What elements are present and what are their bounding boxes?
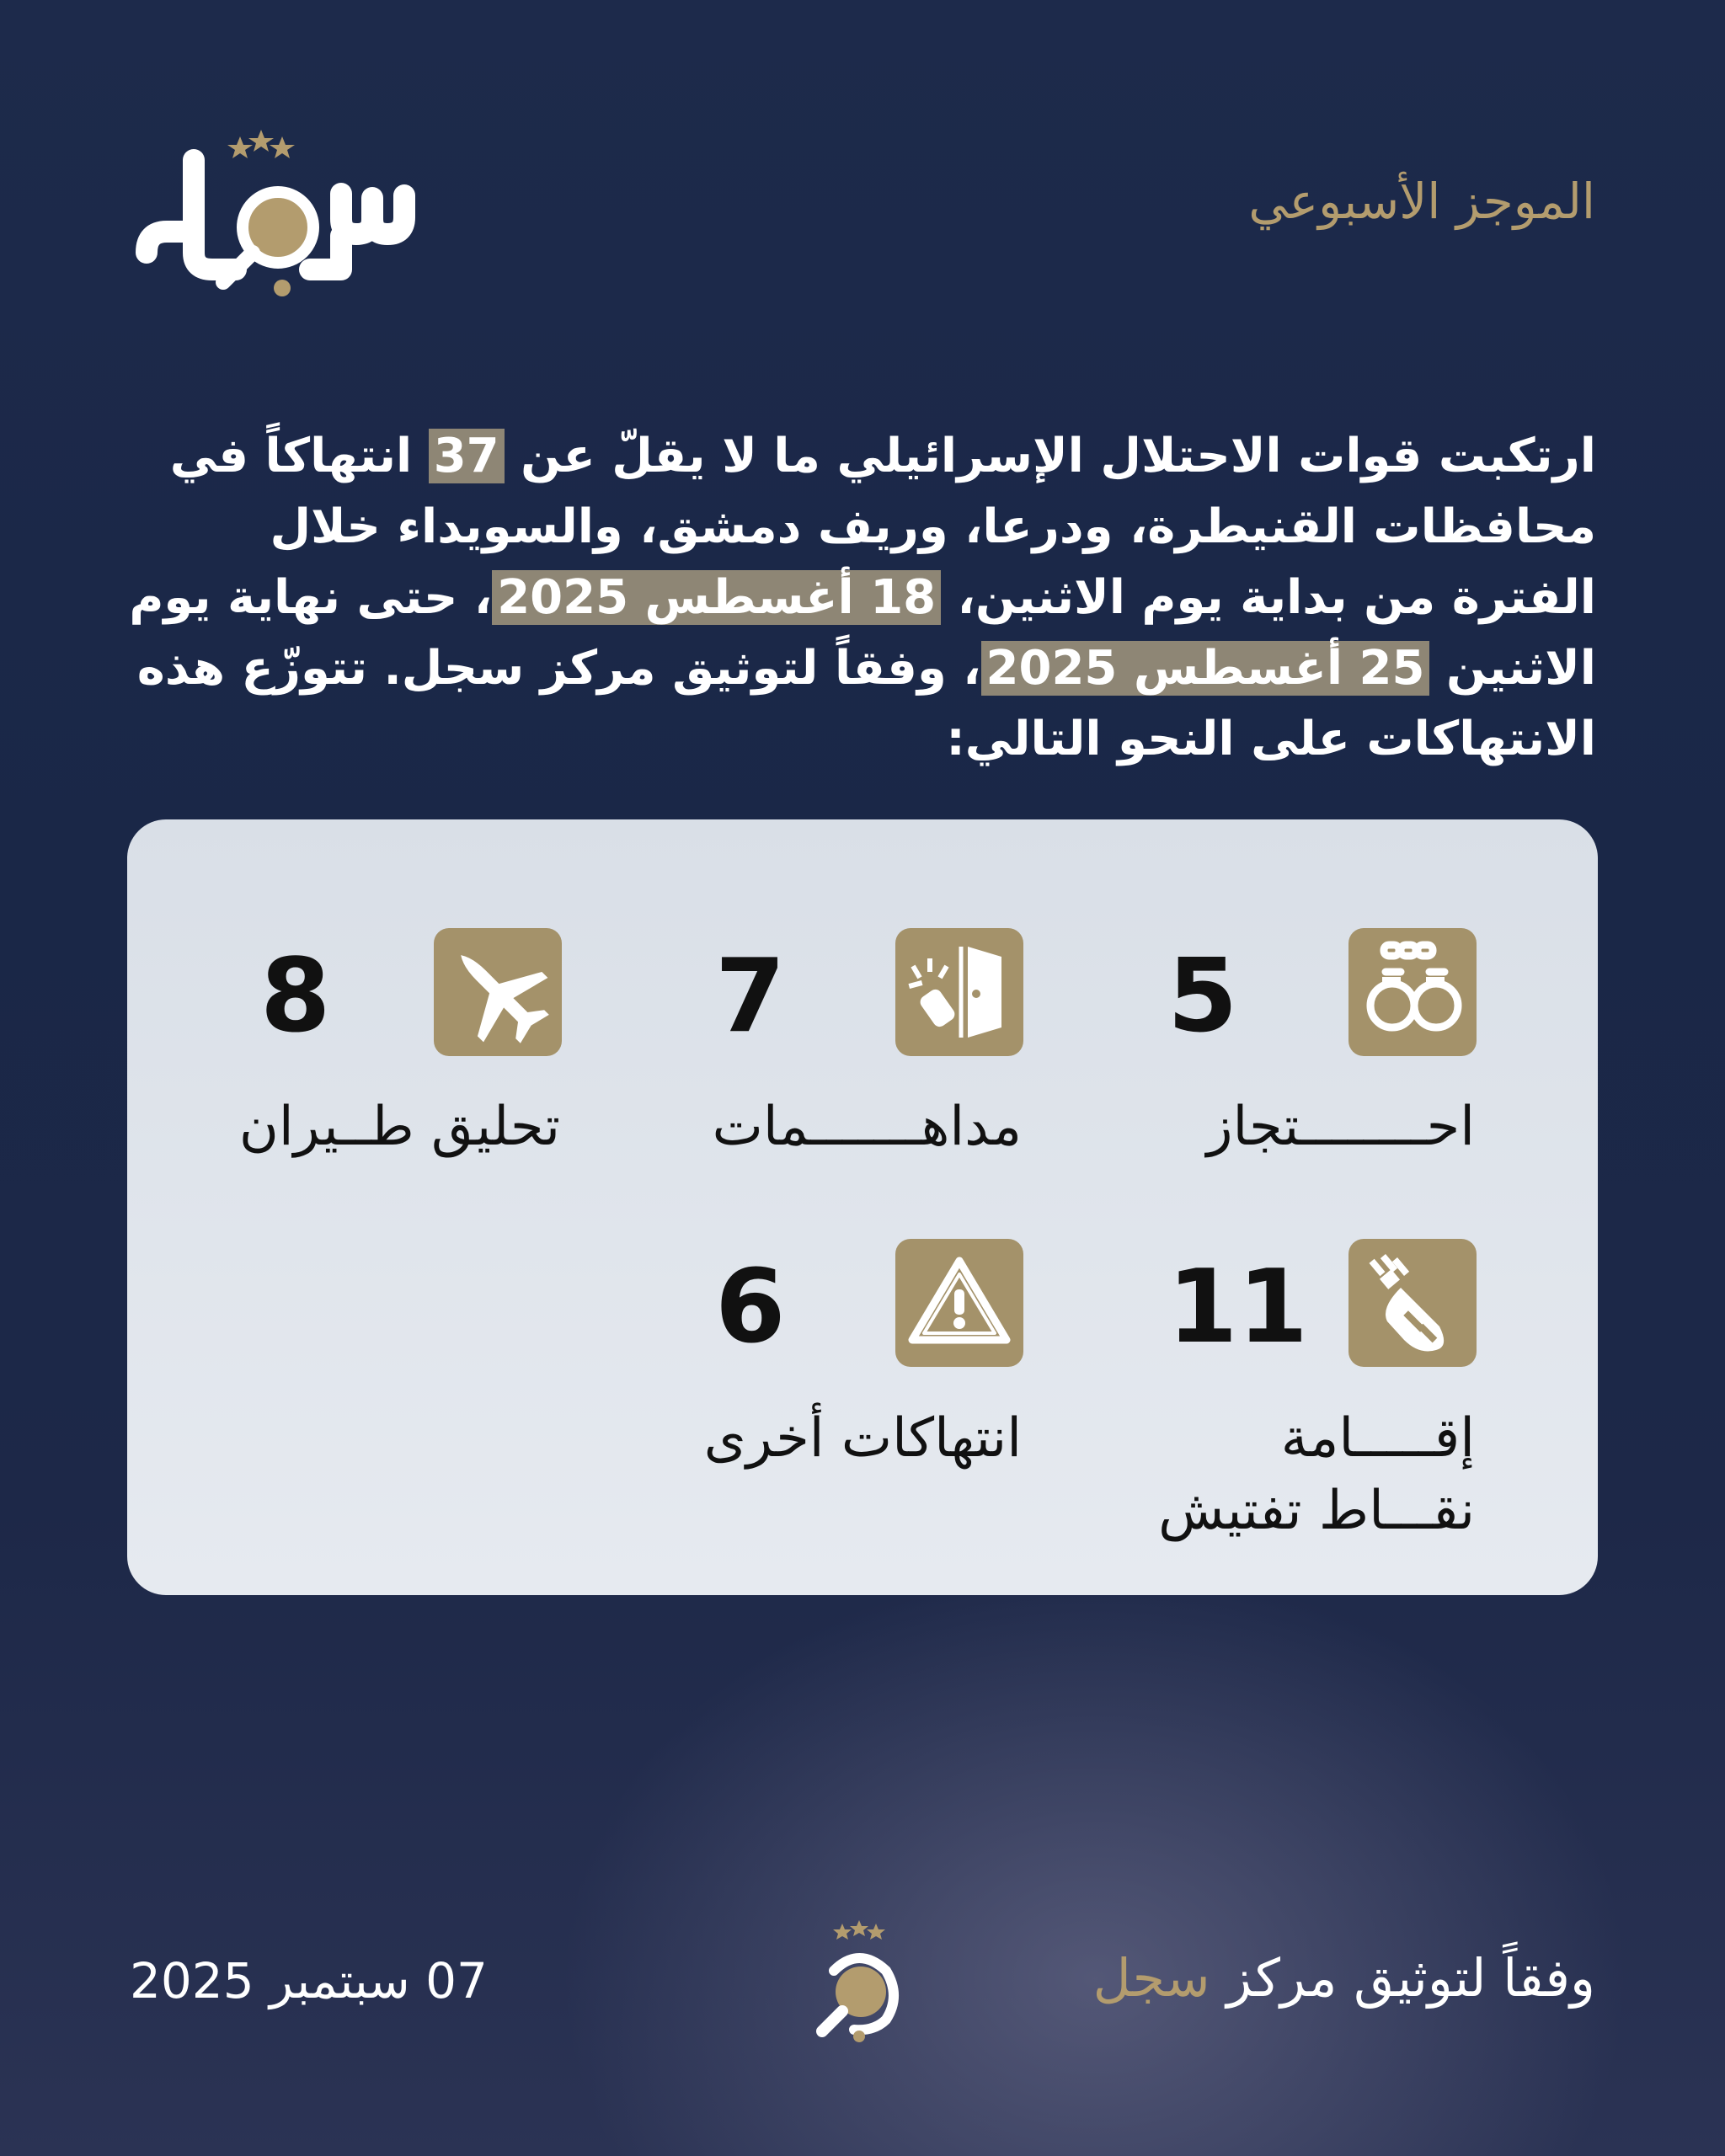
stat-value-flights: 8: [260, 938, 331, 1055]
start-date-highlight: 18 أغسطس 2025: [492, 570, 941, 625]
stat-value-raids: 7: [715, 938, 786, 1055]
warning-icon: [895, 1239, 1023, 1367]
stat-label-raids: مداهـــــــمات: [712, 1096, 1022, 1158]
intro-paragraph: [126, 421, 1596, 775]
logo-mark-icon: [135, 126, 438, 303]
intro-text-1: ارتكبت قوات الاحتلال الإسرائيلي ما لا يقلّ عن: [504, 429, 1596, 483]
source-brand: سجل: [1092, 1947, 1210, 2009]
stat-label-flights: تحليق طــيران: [238, 1096, 560, 1158]
door-raid-icon: [895, 928, 1023, 1056]
section-title: الموجز الأسبوعي: [1248, 173, 1595, 230]
intro-text-4: ، وفقاً لتوثيق مركز سجل. تتوزّع هذه الانتهاكات على النحو التالي:: [136, 641, 1596, 766]
source-credit: [1093, 1947, 1595, 2009]
source-prefix: وفقاً لتوثيق مركز: [1210, 1947, 1595, 2009]
handcuffs-icon: [1348, 928, 1477, 1056]
stat-value-detention: 5: [1167, 938, 1238, 1055]
fighter-jet-icon: [434, 928, 562, 1056]
logo-mark-small-icon: [809, 1920, 918, 2047]
barrier-icon: [1348, 1239, 1477, 1367]
stat-label-checkpoints: [1158, 1402, 1475, 1547]
total-violations-highlight: 37: [429, 429, 505, 483]
stats-card: [127, 819, 1598, 1595]
publish-date: 07 سبتمبر 2025: [130, 1952, 488, 2009]
intro-text-3: ، حتى نهاية يوم الاثنين: [129, 570, 1596, 696]
stat-value-other: 6: [715, 1249, 786, 1366]
stat-label-detention: احــــــــتجاز: [1206, 1096, 1475, 1158]
stat-label-checkpoints-line2: نقـــاط تفتيش: [1158, 1480, 1475, 1542]
sijil-logo: [135, 126, 438, 303]
stat-value-checkpoints: 11: [1167, 1249, 1308, 1366]
intro-text-2: انتهاكاً في محافظات القنيطرة، ودرعا، وريف دمشق، والسويداء خلال الفترة من بداية يوم الاثنين،: [169, 429, 1596, 625]
footer-logo: [809, 1920, 918, 2047]
end-date-highlight: 25 أغسطس 2025: [981, 641, 1430, 696]
stat-label-other: انتهاكات أخرى: [703, 1407, 1022, 1470]
stat-label-checkpoints-line1: إقـــــامة: [1280, 1407, 1475, 1470]
